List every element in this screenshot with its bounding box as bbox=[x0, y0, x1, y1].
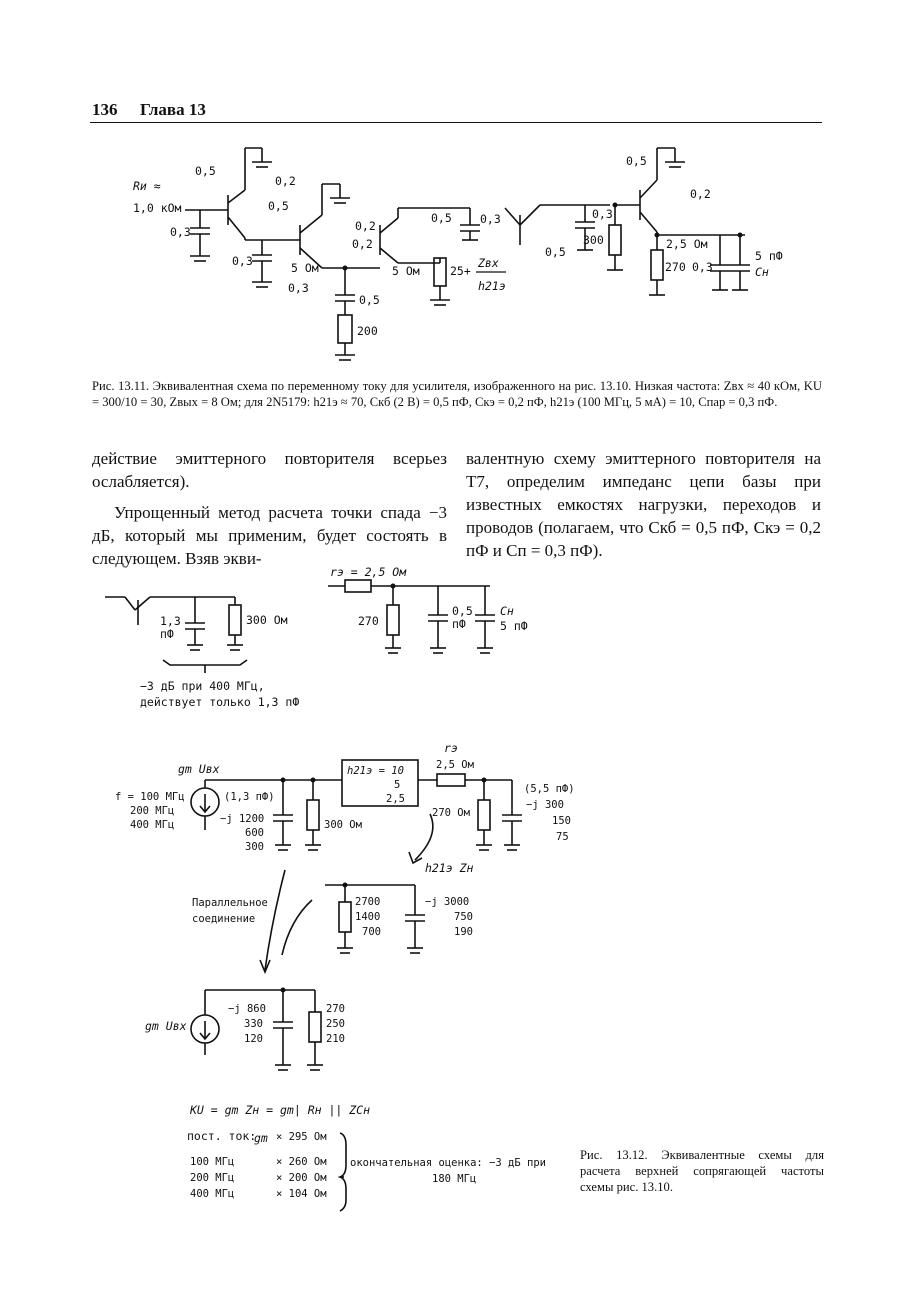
c-j300: −j 300 bbox=[526, 799, 564, 811]
label-cn: Cн bbox=[755, 265, 769, 279]
c-par1: Параллельное bbox=[192, 897, 268, 909]
label-r5b: 5 Ом bbox=[392, 264, 420, 278]
c-r1400: 1400 bbox=[355, 911, 381, 923]
label-c03e: 0,3 bbox=[592, 207, 613, 221]
c-re-val: 2,5 Ом bbox=[436, 759, 474, 771]
c-r210: 210 bbox=[326, 1033, 345, 1045]
label-c03d: 0,3 bbox=[480, 212, 501, 226]
a-note2: действует только 1,3 пФ bbox=[140, 695, 300, 709]
a-pf: пФ bbox=[160, 627, 174, 641]
c-h21-2: 5 bbox=[394, 779, 401, 791]
table-final1: окончательная оценка: −3 дБ при bbox=[350, 1157, 546, 1169]
table-f100: 100 МГц bbox=[190, 1156, 235, 1168]
c-r270: 270 Ом bbox=[432, 807, 470, 819]
label-c05a: 0,5 bbox=[195, 164, 216, 178]
formula-ku: KU = gm Zн = gm| Rн || ZCн bbox=[190, 1103, 371, 1117]
label-h21: h21э bbox=[478, 279, 506, 293]
label-r5a: 5 Ом bbox=[291, 261, 319, 275]
label-c03a: 0,3 bbox=[170, 225, 191, 239]
table-v200: × 200 Ом bbox=[276, 1172, 327, 1184]
c-v750: 750 bbox=[454, 911, 473, 923]
c-gm2: gm Uвх bbox=[145, 1019, 187, 1033]
table-f400: 400 МГц bbox=[190, 1188, 235, 1200]
b-c5: 5 пФ bbox=[500, 619, 528, 633]
c-v190: 190 bbox=[454, 926, 473, 938]
table-v260: × 260 Ом bbox=[276, 1156, 327, 1168]
c-j860: −j 860 bbox=[228, 1003, 266, 1015]
text-column-right bbox=[466, 447, 821, 562]
b-cn: Cн bbox=[500, 604, 514, 618]
c-r2700: 2700 bbox=[355, 896, 381, 908]
figure-13-11-schematic bbox=[0, 0, 912, 380]
label-r25om: 2,5 Ом bbox=[666, 237, 708, 251]
c-f1: f = 100 МГц bbox=[115, 791, 185, 803]
c-r250: 250 bbox=[326, 1018, 345, 1030]
c-c55: (5,5 пФ) bbox=[524, 783, 575, 795]
table-v295: × 295 Ом bbox=[276, 1131, 327, 1143]
c-re: rэ bbox=[444, 741, 458, 755]
label-c02b: 0,2 bbox=[355, 219, 376, 233]
b-pf: пФ bbox=[452, 617, 466, 631]
table-dc: пост. ток: bbox=[187, 1129, 257, 1143]
label-c5pf: 5 пФ bbox=[755, 249, 783, 263]
c-f2: 200 МГц bbox=[130, 805, 175, 817]
c-j3000: −j 3000 bbox=[425, 896, 470, 908]
a-r300: 300 Ом bbox=[246, 613, 288, 627]
table-v104: × 104 Ом bbox=[276, 1188, 327, 1200]
c-v120: 120 bbox=[244, 1033, 263, 1045]
c-v75: 75 bbox=[556, 831, 569, 843]
label-c05b: 0,5 bbox=[268, 199, 289, 213]
c-v330: 330 bbox=[244, 1018, 263, 1030]
text-column-left bbox=[92, 447, 447, 570]
c-gm: gm Uвх bbox=[178, 762, 220, 776]
c-f3: 400 МГц bbox=[130, 819, 175, 831]
figure-13-11-caption: Рис. 13.11. Эквивалентная схема по переменному току для усилителя, изображенного на рис. 13.10. Низкая частота: Zвх ≈ 40 кОм, KU = 300/10 = 30, Zвых = 8 Ом; для 2N5179: h21э ≈ 70, Cкб (2 В) = 0,5 пФ, Cкэ = 0,2 пФ, h21э (100 МГц, 5 мА) = 10, Cпар = 0,3 пФ. bbox=[92, 379, 822, 409]
label-c02d: 0,2 bbox=[690, 187, 711, 201]
label-c05f: 0,5 bbox=[626, 154, 647, 168]
label-r270: 270 bbox=[665, 260, 686, 274]
c-c13: (1,3 пФ) bbox=[224, 791, 275, 803]
b-r270: 270 bbox=[358, 614, 379, 628]
label-c05d: 0,5 bbox=[431, 211, 452, 225]
label-c03c: 0,3 bbox=[288, 281, 309, 295]
c-v300: 300 bbox=[245, 841, 264, 853]
label-c05e: 0,5 bbox=[545, 245, 566, 259]
table-gm: gm bbox=[254, 1131, 268, 1145]
paragraph: Упрощенный метод расчета точки спада −3 дБ, который мы применим, будет состоять в следующем. Взяв экви- bbox=[92, 503, 447, 568]
paragraph: валентную схему эмиттерного повторителя на T7, определим импеданс цепи базы при известных емкостях нагрузки, переходов и проводов (полагаем, что Cкб = 0,5 пФ, Cкэ = 0,2 пФ и Cп = 0,3 пФ). bbox=[466, 449, 821, 560]
label-c02a: 0,2 bbox=[275, 174, 296, 188]
c-h21-1: h21э = 10 bbox=[347, 765, 404, 777]
a-c13: 1,3 bbox=[160, 614, 181, 628]
c-r300: 300 Ом bbox=[324, 819, 362, 831]
chapter-title: Глава 13 bbox=[140, 100, 206, 119]
label-c03f: 0,3 bbox=[692, 260, 713, 274]
c-h21-3: 2,5 bbox=[386, 793, 405, 805]
label-ri-val: 1,0 кОм bbox=[133, 201, 182, 215]
c-j1200: −j 1200 bbox=[220, 813, 265, 825]
label-c05c: 0,5 bbox=[359, 293, 380, 307]
b-re: rэ = 2,5 Ом bbox=[330, 565, 407, 579]
b-c05: 0,5 bbox=[452, 604, 473, 618]
label-c03b: 0,3 bbox=[232, 254, 253, 268]
table-final2: 180 МГц bbox=[432, 1173, 477, 1185]
c-par2: соединение bbox=[192, 913, 256, 925]
label-r25: 25+ bbox=[450, 264, 471, 278]
c-v600: 600 bbox=[245, 827, 264, 839]
label-r200: 200 bbox=[357, 324, 378, 338]
page-number: 136 bbox=[92, 100, 118, 119]
c-r270b: 270 bbox=[326, 1003, 345, 1015]
label-r300: 300 bbox=[583, 233, 604, 247]
label-ri: Rи ≈ bbox=[133, 179, 161, 193]
table-f200: 200 МГц bbox=[190, 1172, 235, 1184]
label-c02c: 0,2 bbox=[352, 237, 373, 251]
figure-13-12-caption: Рис. 13.12. Эквивалентные схемы для расчета верхней сопрягающей частоты схемы рис. 13.10. bbox=[580, 1148, 824, 1194]
label-zvx: Zвх bbox=[478, 256, 499, 270]
c-v150: 150 bbox=[552, 815, 571, 827]
paragraph: действие эмиттерного повторителя всерьез ослабляется). bbox=[92, 449, 447, 491]
c-r700: 700 bbox=[362, 926, 381, 938]
a-note1: −3 дБ при 400 МГц, bbox=[140, 679, 265, 693]
c-h21zn: h21э Zн bbox=[425, 861, 474, 875]
